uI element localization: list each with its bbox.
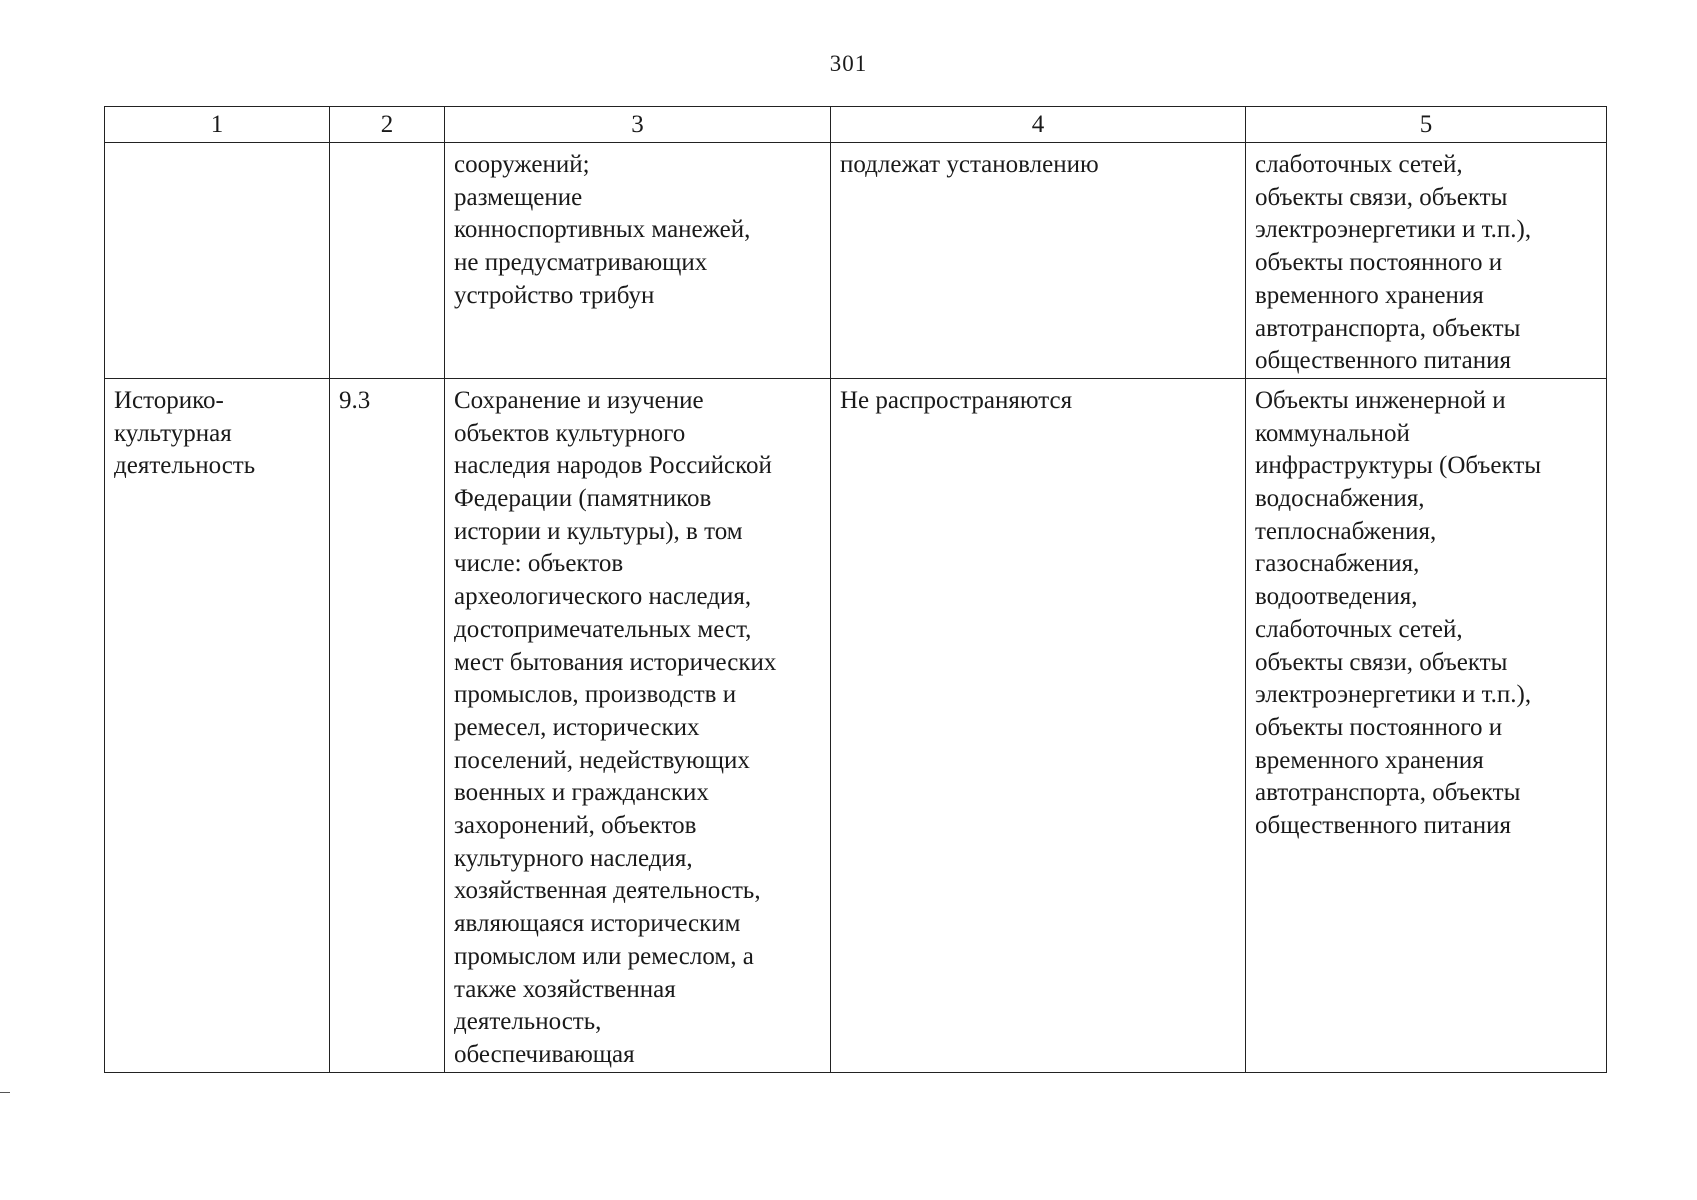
column-header-1: 1 — [105, 107, 330, 143]
cell-description — [445, 378, 831, 1072]
cell-auxiliary — [1246, 378, 1607, 1072]
cell-name-text: Историко- культурная деятельность — [114, 386, 256, 480]
cell-description-text: Сохранение и изучение объектов культурного наследия народов Российской Федерации (памятников истории и культуры), в том числе: объектов археологического наследия, достопримечательных мест, мест бытования исторических промыслов, производств и ремесел, исторических поселений, недействующих военных и гражданских захоронений, объектов культурного наследия, хозяйственная деятельность, являющаяся историческим промыслом или ремеслом, а также хозяйственная деятельность, обеспечивающая — [454, 386, 777, 1068]
cell-name-text — [105, 143, 329, 149]
cell-parameters-text: Не распространяются — [840, 386, 1073, 414]
column-header-3: 3 — [445, 107, 831, 143]
cell-auxiliary-text: слаботочных сетей, объекты связи, объекты электроэнергетики и т.п.), объекты постоянного и временного хранения автотранспорта, объекты общественного питания — [1255, 151, 1532, 375]
cell-parameters — [831, 143, 1246, 379]
cell-code-text — [330, 143, 444, 149]
cell-code-text: 9.3 — [339, 386, 371, 414]
column-header-4: 4 — [831, 107, 1246, 143]
column-header-2: 2 — [330, 107, 445, 143]
cell-code — [330, 378, 445, 1072]
column-header-5: 5 — [1246, 107, 1607, 143]
cell-description-text: сооружений; размещение конноспортивных манежей, не предусматривающих устройство трибун — [454, 151, 751, 309]
cell-parameters — [831, 378, 1246, 1072]
regulations-table — [104, 106, 1607, 1073]
cell-name — [105, 378, 330, 1072]
cell-parameters-text: подлежат установлению — [840, 151, 1099, 178]
cell-description — [445, 143, 831, 379]
cell-auxiliary-text: Объекты инженерной и коммунальной инфраструктуры (Объекты водоснабжения, теплоснабжения, газоснабжения, водоотведения, слаботочных сетей, объекты связи, объекты электроэнергетики и т.п.), объекты постоянного и временного хранения автотранспорта, объекты общественного питания — [1255, 386, 1542, 840]
cell-auxiliary — [1246, 143, 1607, 379]
scan-edge-mark — [0, 1092, 10, 1093]
cell-code — [330, 143, 445, 379]
table-header-row — [105, 107, 1607, 143]
table-row — [105, 378, 1607, 1072]
cell-name — [105, 143, 330, 379]
table-row — [105, 143, 1607, 379]
page-number: 301 — [829, 51, 868, 76]
